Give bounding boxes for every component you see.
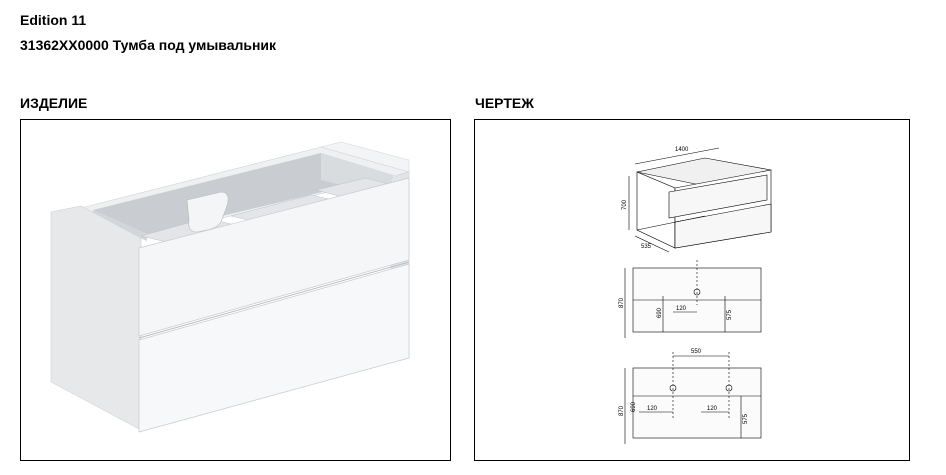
product-title: 31362XX0000 Тумба под умывальник <box>20 37 277 53</box>
front-inner: 690 <box>657 307 663 318</box>
front-height: 870 <box>619 297 625 308</box>
front-right: 575 <box>727 309 733 320</box>
series-title: Edition 11 <box>20 12 87 28</box>
section-label-drawing: ЧЕРТЕЖ <box>475 95 534 111</box>
dim-iso-height: 700 <box>622 199 628 210</box>
bottom-right: 575 <box>743 413 749 424</box>
front-view <box>625 260 761 338</box>
dim-depth: 535 <box>641 244 652 250</box>
product-image-panel <box>20 119 451 461</box>
bottom-height: 870 <box>619 405 625 416</box>
technical-drawing <box>475 120 911 462</box>
bottom-offset-left: 120 <box>647 406 658 412</box>
technical-drawing-panel <box>474 119 910 461</box>
front-offset: 120 <box>676 306 687 312</box>
iso-view <box>629 148 771 252</box>
dim-width: 1400 <box>675 147 689 153</box>
bottom-spacing: 550 <box>691 349 702 355</box>
bottom-inner: 690 <box>631 401 637 412</box>
section-label-product: ИЗДЕЛИЕ <box>20 95 88 111</box>
bottom-view <box>625 352 761 444</box>
bottom-offset-mid: 120 <box>707 406 718 412</box>
vanity-render <box>21 120 452 462</box>
